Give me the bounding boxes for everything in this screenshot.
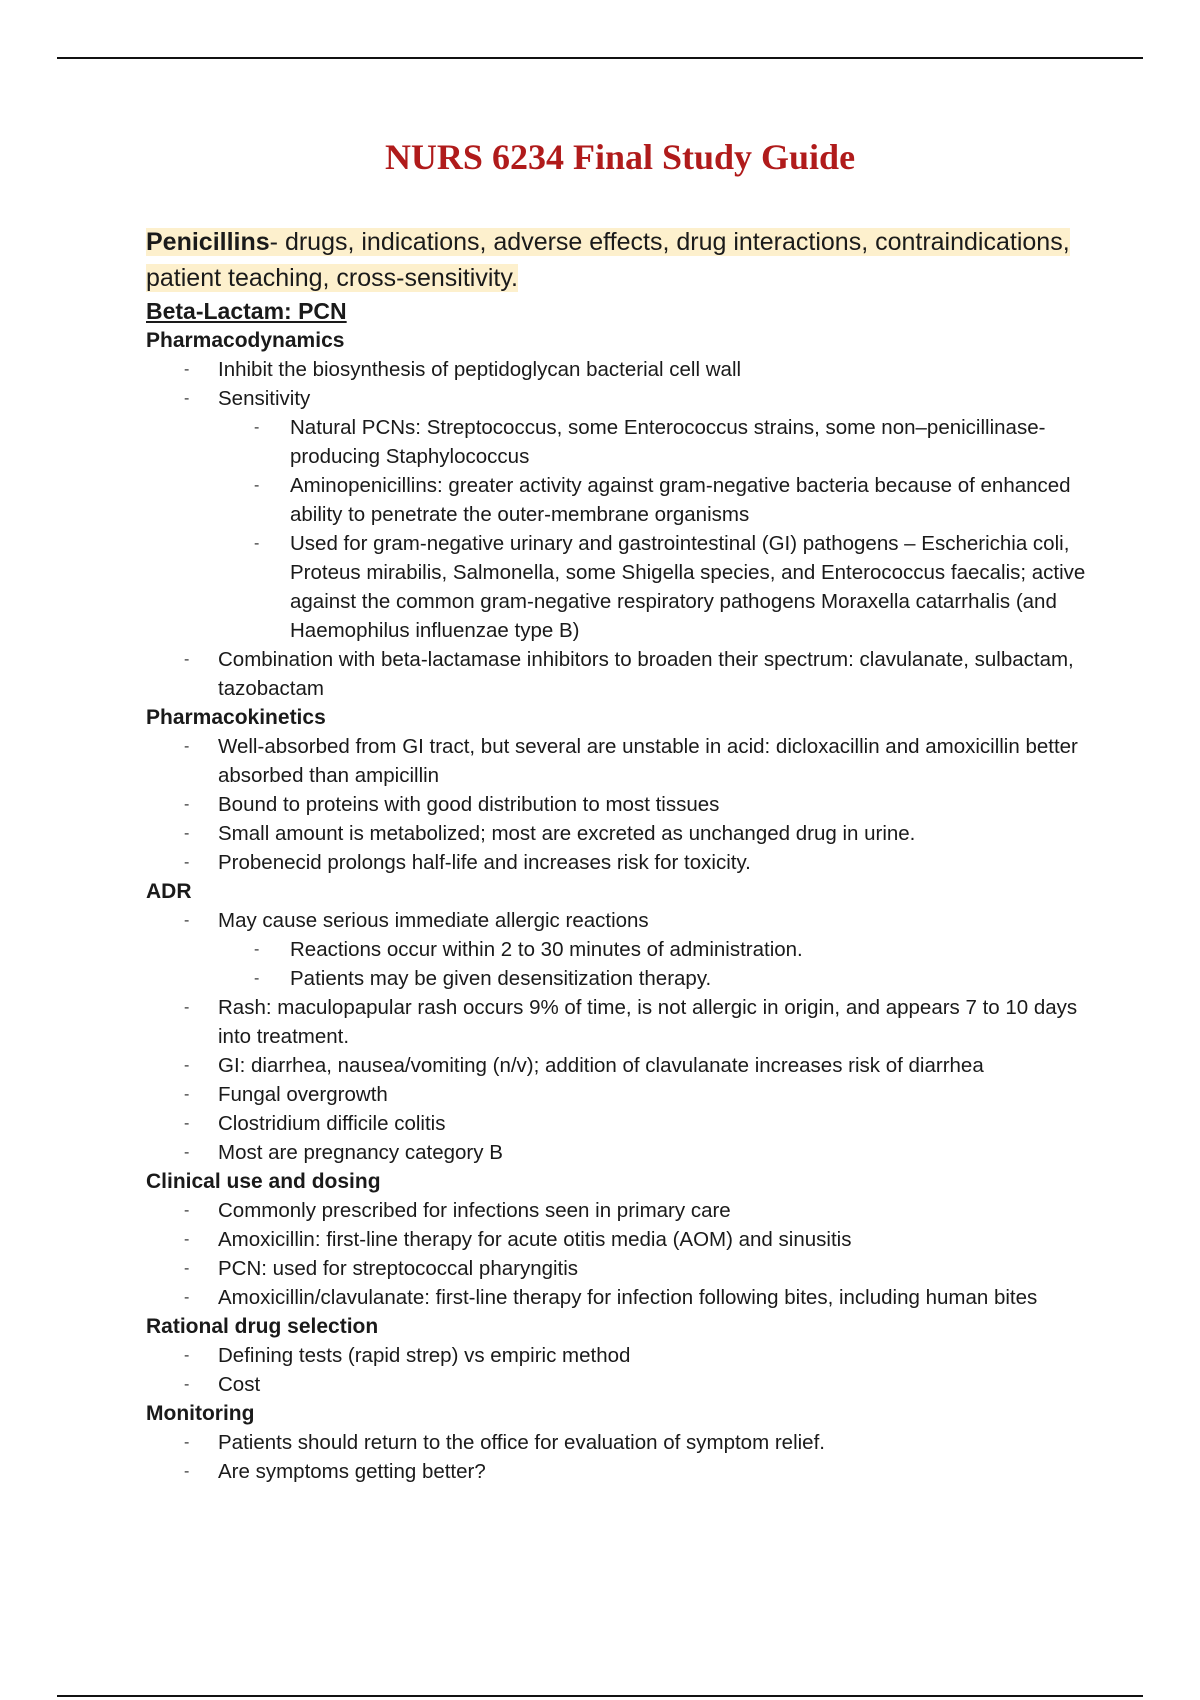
bullet-dash: -	[254, 941, 260, 958]
document-title: NURS 6234 Final Study Guide	[384, 137, 856, 177]
sub-list-item-text: Reactions occur within 2 to 30 minutes of administration.	[290, 938, 803, 961]
section-heading-clinical-use: Clinical use and dosing	[146, 1170, 381, 1193]
section-heading-rational-drug-selection: Rational drug selection	[146, 1315, 379, 1338]
list-item	[146, 384, 1106, 645]
pharmacokinetics-list	[146, 732, 1106, 877]
list-item	[146, 1341, 1106, 1370]
sub-list-item-text: Used for gram-negative urinary and gastrointestinal (GI) pathogens – Escherichia coli, Proteus mirabilis, Salmonella, some Shigella species, and Enterococcus faecalis; active against the common gram-negative respiratory pathogens Moraxella catarrhalis (and Haemophilus influenzae type B)	[290, 532, 1086, 642]
list-item	[146, 993, 1106, 1051]
intro-text: - drugs, indications, adverse effects, drug interactions, contraindications, patient teaching, cross-sensitivity.	[146, 228, 1070, 292]
bullet-dash: -	[184, 361, 190, 378]
bullet-dash: -	[184, 1347, 190, 1364]
list-item	[146, 1370, 1106, 1399]
sub-list-item	[218, 529, 1106, 645]
bullet-dash: -	[254, 535, 260, 552]
list-item	[146, 645, 1106, 703]
section-heading-adr: ADR	[146, 880, 192, 903]
sub-list-item-text: Natural PCNs: Streptococcus, some Enterococcus strains, some non–penicillinase-producing Staphylococcus	[290, 416, 1046, 468]
sub-list-item	[218, 964, 1106, 993]
bullet-dash: -	[254, 970, 260, 987]
section-heading-monitoring: Monitoring	[146, 1402, 255, 1425]
list-item-text: Small amount is metabolized; most are excreted as unchanged drug in urine.	[218, 822, 916, 845]
list-item-text: PCN: used for streptococcal pharyngitis	[218, 1257, 579, 1280]
list-item-text: Sensitivity	[218, 387, 311, 410]
bullet-dash: -	[184, 1202, 190, 1219]
bullet-dash: -	[254, 477, 260, 494]
bullet-dash: -	[184, 390, 190, 407]
list-item-text: Commonly prescribed for infections seen in primary care	[218, 1199, 731, 1222]
bullet-dash: -	[184, 1463, 190, 1480]
sub-list-item-text: Patients may be given desensitization therapy.	[290, 967, 712, 990]
top-rule	[57, 57, 1143, 59]
list-item	[146, 906, 1106, 993]
bullet-dash: -	[184, 825, 190, 842]
list-item	[146, 1225, 1106, 1254]
intro-paragraph	[146, 224, 1106, 296]
list-item-text: Patients should return to the office for evaluation of symptom relief.	[218, 1431, 825, 1454]
list-item	[146, 819, 1106, 848]
list-item-text: Clostridium difficile colitis	[218, 1112, 446, 1135]
drug-class-title: Beta-Lactam: PCN	[146, 298, 347, 324]
bullet-dash: -	[184, 1260, 190, 1277]
document-body	[146, 224, 1106, 1486]
list-item-text: Fungal overgrowth	[218, 1083, 388, 1106]
list-item-text: Are symptoms getting better?	[218, 1460, 486, 1483]
list-item-text: May cause serious immediate allergic reactions	[218, 909, 649, 932]
sub-list-item	[218, 413, 1106, 471]
list-item	[146, 1283, 1106, 1312]
bullet-dash: -	[184, 651, 190, 668]
list-item-text: Bound to proteins with good distribution to most tissues	[218, 793, 720, 816]
list-item	[146, 848, 1106, 877]
list-item-text: Amoxicillin: first-line therapy for acute otitis media (AOM) and sinusitis	[218, 1228, 852, 1251]
list-item-text: Inhibit the biosynthesis of peptidoglycan bacterial cell wall	[218, 358, 742, 381]
list-item-text: GI: diarrhea, nausea/vomiting (n/v); addition of clavulanate increases risk of diarrhea	[218, 1054, 984, 1077]
bullet-dash: -	[184, 1289, 190, 1306]
list-item	[146, 1196, 1106, 1225]
list-item	[146, 355, 1106, 384]
list-item-text: Well-absorbed from GI tract, but several are unstable in acid: dicloxacillin and amoxicillin better absorbed than ampicillin	[218, 735, 1078, 787]
list-item	[146, 790, 1106, 819]
list-item	[146, 1109, 1106, 1138]
bullet-dash: -	[184, 1231, 190, 1248]
sub-list-item-text: Aminopenicillins: greater activity against gram-negative bacteria because of enhanced ability to penetrate the outer-membrane organisms	[290, 474, 1071, 526]
list-item	[146, 732, 1106, 790]
pharmacodynamics-list	[146, 355, 1106, 703]
list-item-text: Amoxicillin/clavulanate: first-line therapy for infection following bites, including human bites	[218, 1286, 1038, 1309]
bullet-dash: -	[184, 1144, 190, 1161]
intro-keyword: Penicillins	[146, 228, 270, 256]
adr-list	[146, 906, 1106, 1167]
bullet-dash: -	[184, 1115, 190, 1132]
list-item	[146, 1428, 1106, 1457]
clinical-use-list	[146, 1196, 1106, 1312]
list-item-text: Cost	[218, 1373, 261, 1396]
bullet-dash: -	[184, 1086, 190, 1103]
list-item	[146, 1254, 1106, 1283]
section-heading-pharmacokinetics: Pharmacokinetics	[146, 706, 326, 729]
bullet-dash: -	[184, 1057, 190, 1074]
bullet-dash: -	[184, 854, 190, 871]
bottom-rule	[57, 1695, 1143, 1697]
bullet-dash: -	[184, 912, 190, 929]
list-item-text: Combination with beta-lactamase inhibitors to broaden their spectrum: clavulanate, sulbactam, tazobactam	[218, 648, 1074, 700]
list-item	[146, 1051, 1106, 1080]
sub-list-item	[218, 471, 1106, 529]
section-heading-pharmacodynamics: Pharmacodynamics	[146, 329, 345, 352]
bullet-dash: -	[184, 796, 190, 813]
bullet-dash: -	[184, 1376, 190, 1393]
sensitivity-sublist	[218, 413, 1106, 645]
bullet-dash: -	[254, 419, 260, 436]
bullet-dash: -	[184, 1434, 190, 1451]
list-item	[146, 1138, 1106, 1167]
bullet-dash: -	[184, 999, 190, 1016]
monitoring-list	[146, 1428, 1106, 1486]
sub-list-item	[218, 935, 1106, 964]
intro-highlight	[146, 228, 1070, 292]
list-item	[146, 1080, 1106, 1109]
allergic-sublist	[218, 935, 1106, 993]
list-item	[146, 1457, 1106, 1486]
list-item-text: Defining tests (rapid strep) vs empiric method	[218, 1344, 631, 1367]
rational-drug-selection-list	[146, 1341, 1106, 1399]
bullet-dash: -	[184, 738, 190, 755]
list-item-text: Probenecid prolongs half-life and increases risk for toxicity.	[218, 851, 751, 874]
list-item-text: Rash: maculopapular rash occurs 9% of time, is not allergic in origin, and appears 7 to 10 days into treatment.	[218, 996, 1078, 1048]
list-item-text: Most are pregnancy category B	[218, 1141, 503, 1164]
